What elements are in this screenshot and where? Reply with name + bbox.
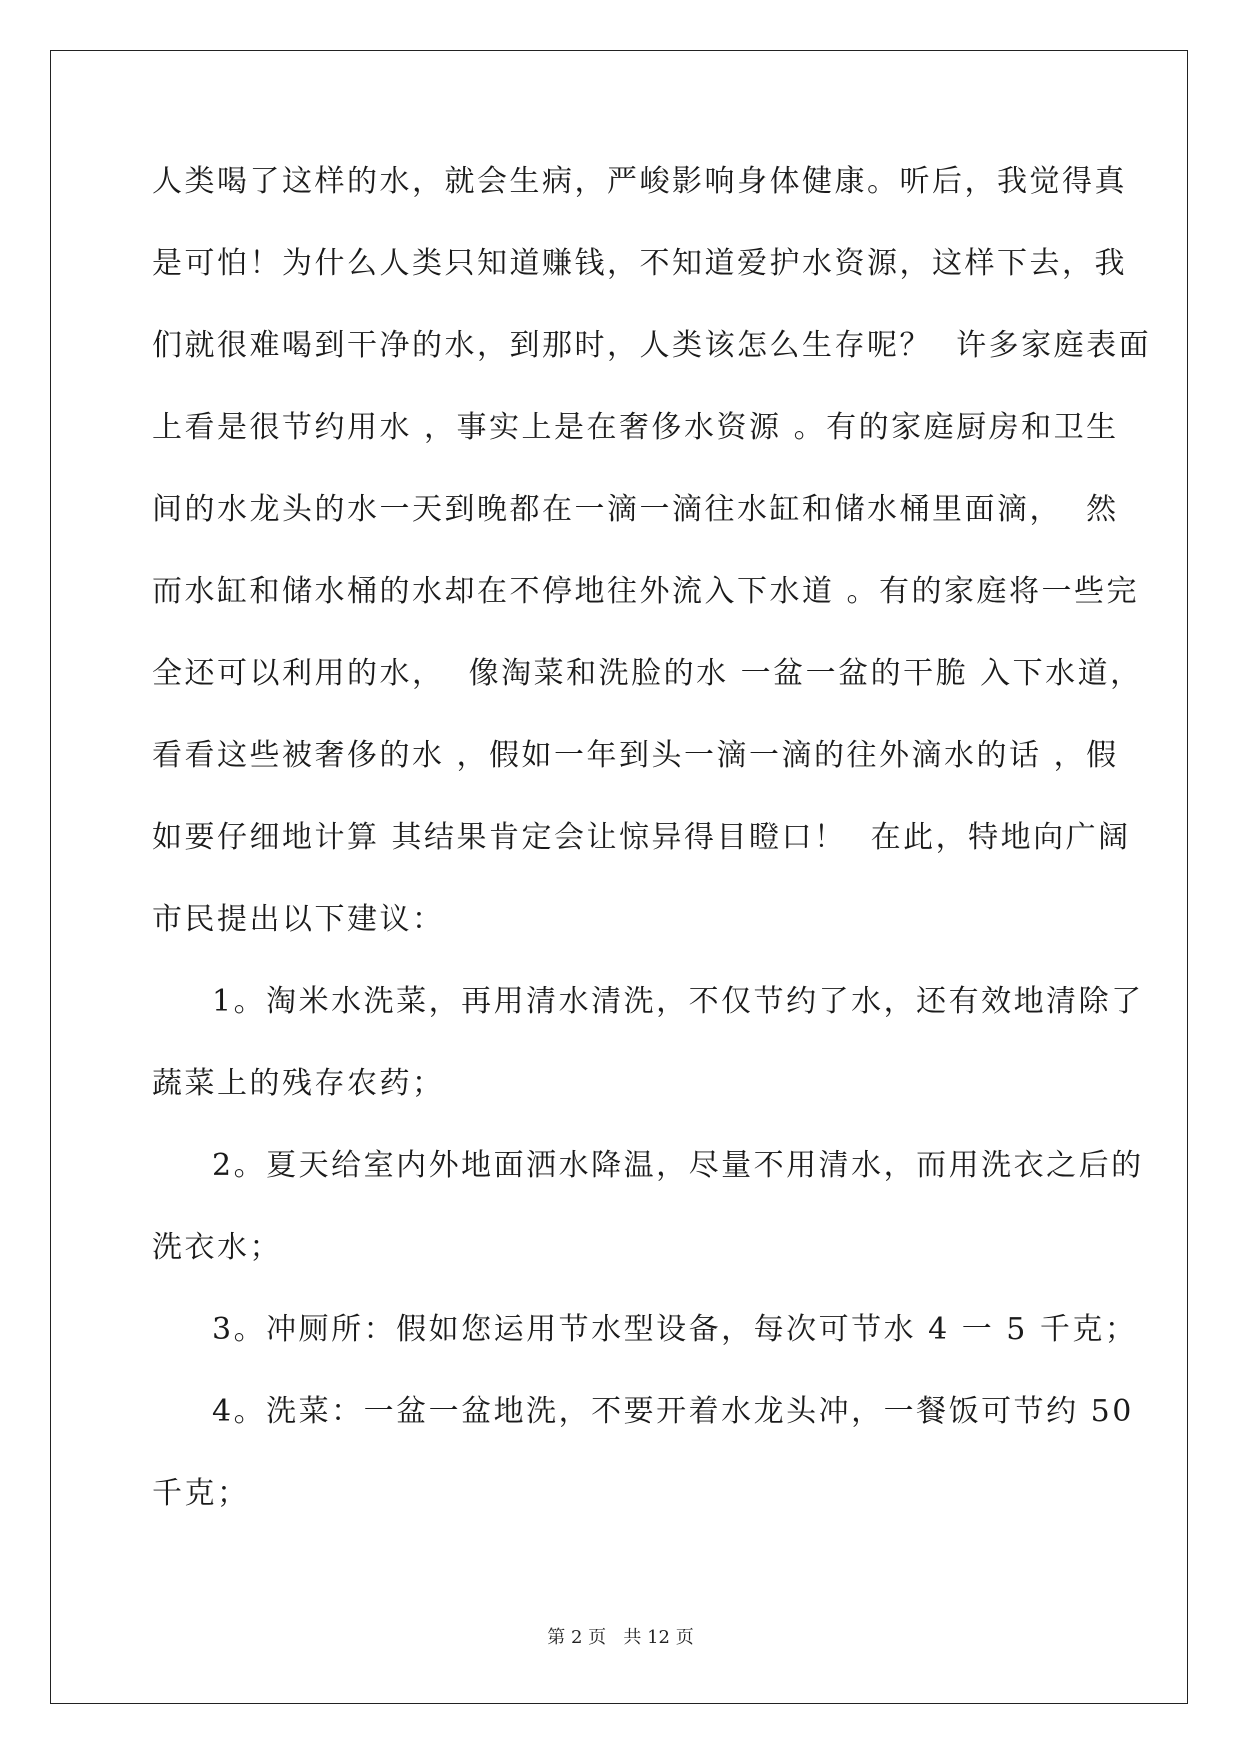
text-line: 而水缸和储水桶的水却在不停地往外流入下水道 。有的家庭将一些完 xyxy=(152,574,1140,609)
text-line: 上看是很节约用水 ，事实上是在奢侈水资源 。有的家庭厨房和卫生 xyxy=(152,410,1119,445)
text-line: 看看这些被奢侈的水 ，假如一年到头一滴一滴的往外滴水的话 ，假 xyxy=(152,738,1119,773)
suggestion-1: 1。淘米水洗菜，再用清水清洗，不仅节约了水，还有效地清除了 xyxy=(212,984,1144,1019)
text-line: 蔬菜上的残存农药； xyxy=(152,1066,445,1101)
text-line: 市民提出以下建议： xyxy=(152,902,445,937)
page-number-footer: 第 2 页 共 12 页 xyxy=(547,1627,694,1648)
text-line: 人类喝了这样的水，就会生病，严峻影响身体健康。听后，我觉得真 xyxy=(152,164,1127,199)
text-line: 全还可以利用的水， 像淘菜和洗脸的水 一盆一盆的干脆 入下水道， xyxy=(152,656,1143,691)
text-line: 洗衣水； xyxy=(152,1230,282,1265)
text-line: 千克； xyxy=(152,1476,250,1511)
suggestion-2: 2。夏天给室内外地面洒水降温，尽量不用清水，而用洗衣之后的 xyxy=(212,1148,1144,1183)
document-body xyxy=(152,162,1152,1556)
text-line: 如要仔细地计算 其结果肯定会让惊异得目瞪口！ 在此，特地向广阔 xyxy=(152,820,1131,855)
suggestion-3: 3。冲厕所：假如您运用节水型设备，每次可节水 4 一 5 千克； xyxy=(212,1312,1138,1347)
text-line: 是可怕！为什么人类只知道赚钱，不知道爱护水资源，这样下去，我 xyxy=(152,246,1127,281)
text-line: 们就很难喝到干净的水，到那时，人类该怎么生存呢？ 许多家庭表面 xyxy=(152,328,1152,363)
text-line: 间的水龙头的水一天到晚都在一滴一滴往水缸和储水桶里面滴， 然 xyxy=(152,492,1119,527)
suggestion-4: 4。洗菜：一盆一盆地洗，不要开着水龙头冲，一餐饭可节约 50 xyxy=(212,1394,1134,1429)
